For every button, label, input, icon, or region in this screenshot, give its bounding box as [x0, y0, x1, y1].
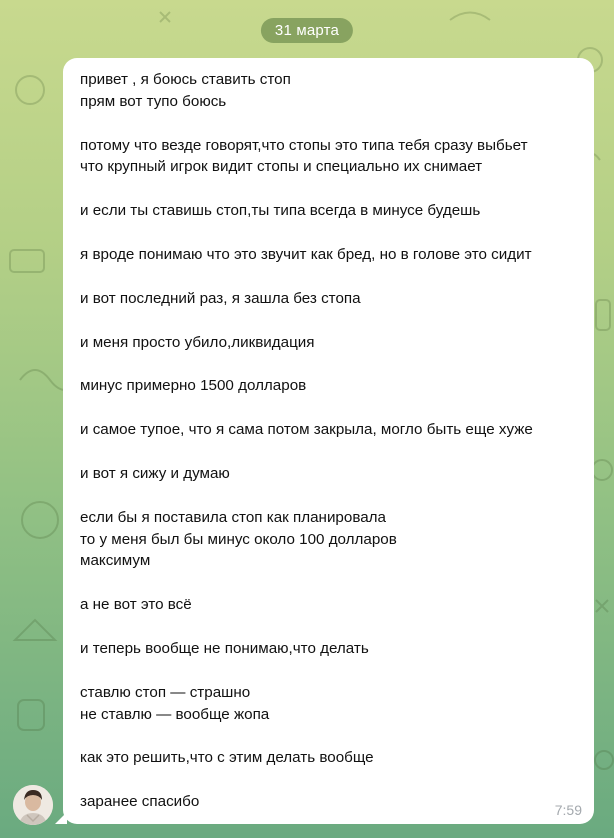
sender-avatar[interactable] [13, 785, 53, 825]
message-line: а не вот это всё [80, 596, 192, 614]
message-blank-line [80, 178, 582, 200]
avatar-photo-icon [13, 785, 53, 825]
message-line: не ставлю — вообще жопа [80, 705, 270, 723]
message-blank-line [80, 222, 582, 244]
message-blank-line [80, 441, 582, 463]
message-blank-line [80, 572, 582, 594]
message-line: максимум [80, 552, 151, 570]
message-line: привет , я боюсь ставить стоп [80, 71, 291, 88]
message-blank-line [80, 353, 582, 375]
date-separator: 31 марта [261, 18, 353, 43]
message-blank-line [80, 725, 582, 747]
message-line: и теперь вообще не понимаю,что делать [80, 639, 369, 657]
message-line: прям вот тупо боюсь [80, 92, 227, 110]
message-timestamp: 7:59 [554, 802, 582, 818]
message-blank-line [80, 397, 582, 419]
message-blank-line [80, 310, 582, 332]
message-line: и вот я сижу и думаю [80, 464, 230, 482]
message-blank-line [80, 616, 582, 638]
message-line: что крупный игрок видит стопы и специально их снимает [80, 158, 483, 176]
message-line: то у меня был бы минус около 100 долларов [80, 530, 397, 548]
message-blank-line [80, 660, 582, 682]
message-blank-line [80, 485, 582, 507]
message-bubble[interactable] [63, 58, 594, 824]
message-blank-line [80, 769, 582, 791]
message-line: минус примерно 1500 долларов [80, 377, 307, 395]
message-line: и вот последний раз, я зашла без стопа [80, 289, 361, 307]
message-line: я вроде понимаю что это звучит как бред, но в голове это сидит [80, 245, 532, 263]
message-line: и меня просто убило,ликвидация [80, 333, 315, 351]
message-blank-line [80, 266, 582, 288]
message-line: потому что везде говорят,что стопы это типа тебя сразу выбьет [80, 136, 528, 154]
message-blank-line [80, 113, 582, 135]
message-line: как это решить,что с этим делать вообще [80, 749, 374, 767]
message-line: ставлю стоп — страшно [80, 683, 251, 701]
message-line: и если ты ставишь стоп,ты типа всегда в минусе будешь [80, 202, 481, 220]
message-line: заранее спасибо [80, 793, 200, 811]
message-line: и самое тупое, что я сама потом закрыла, могло быть еще хуже [80, 421, 533, 439]
message-line: если бы я поставила стоп как планировала [80, 508, 386, 526]
